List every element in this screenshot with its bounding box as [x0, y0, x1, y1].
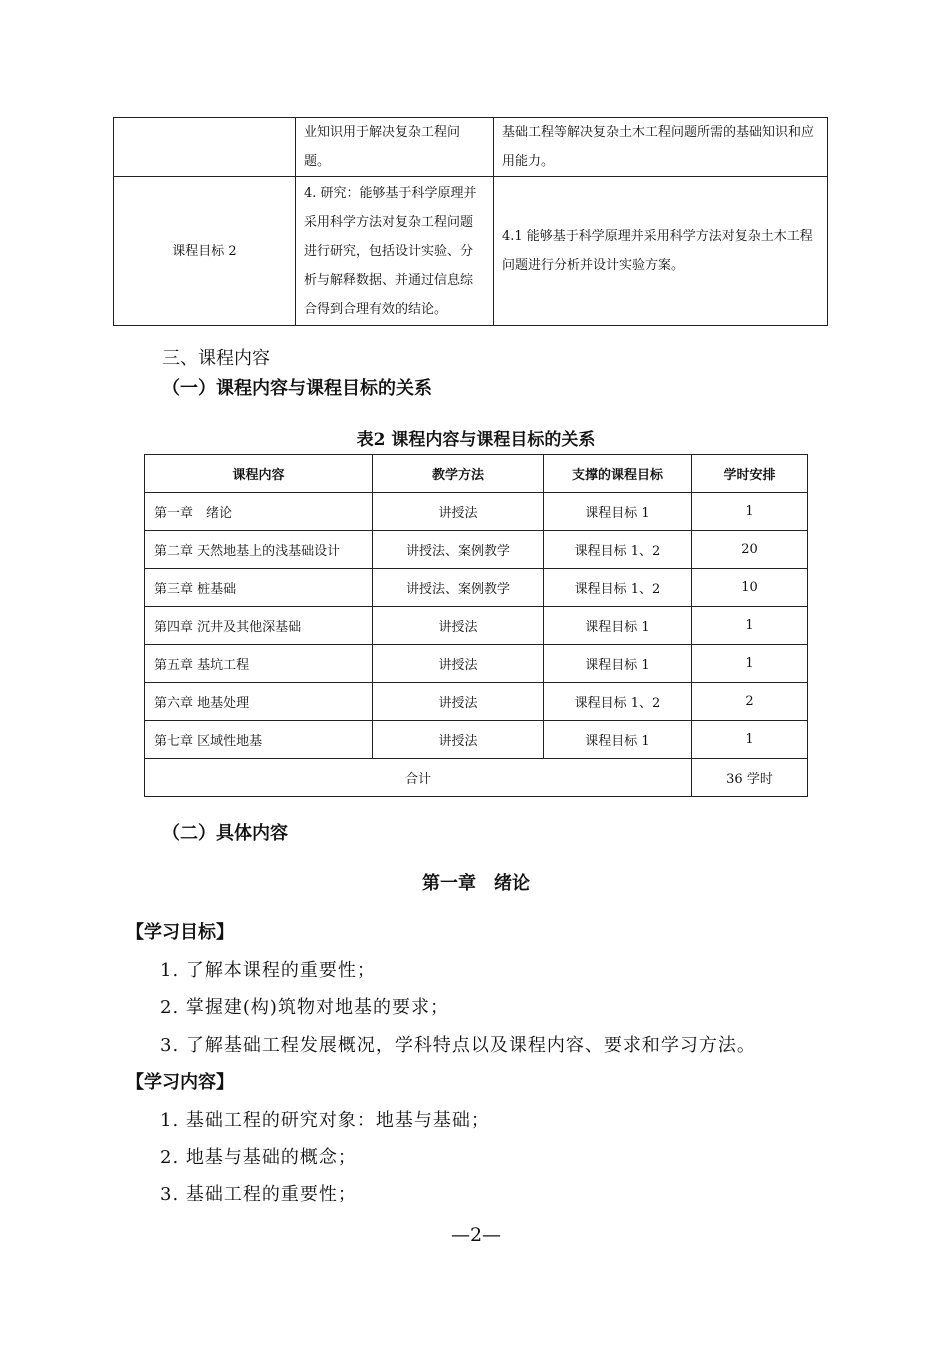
- table-cell: 课程目标 1、2: [544, 569, 692, 607]
- table-header-row: [145, 455, 808, 493]
- list-item: 1. 了解本课程的重要性；: [160, 960, 376, 981]
- table-row: [145, 607, 808, 645]
- table-row: [145, 531, 808, 569]
- table-cell: 业知识用于解决复杂工程问题。: [296, 118, 494, 177]
- table-cell: 讲授法: [373, 721, 544, 759]
- table-cell: 2: [692, 683, 808, 721]
- table-cell: 讲授法、案例教学: [373, 569, 544, 607]
- list-item: 2. 掌握建(构)筑物对地基的要求；: [160, 997, 449, 1018]
- table-cell: 第三章 桩基础: [145, 569, 373, 607]
- table-cell: 课程目标 1: [544, 607, 692, 645]
- objectives-mapping-table: [113, 117, 828, 326]
- table-cell: 课程目标 2: [114, 177, 296, 326]
- table-cell: 课程目标 1、2: [544, 531, 692, 569]
- total-label: 合计: [145, 759, 692, 797]
- total-value: 36 学时: [692, 759, 808, 797]
- table-total-row: [145, 759, 808, 797]
- table-cell: 课程目标 1、2: [544, 683, 692, 721]
- column-header: 学时安排: [692, 455, 808, 493]
- page-number: —2—: [450, 1224, 502, 1246]
- column-header: 教学方法: [373, 455, 544, 493]
- list-item: 1. 基础工程的研究对象：地基与基础；: [160, 1110, 490, 1131]
- table-caption: 表2 课程内容与课程目标的关系: [356, 430, 596, 450]
- list-item: 3. 基础工程的重要性；: [160, 1184, 357, 1205]
- table-row: [114, 177, 828, 326]
- subsection-heading: （二）具体内容: [162, 823, 288, 844]
- table-cell: 第一章 绪论: [145, 493, 373, 531]
- table-cell: 4. 研究：能够基于科学原理并采用科学方法对复杂工程问题进行研究，包括设计实验、分析与解释数据、并通过信息综合得到合理有效的结论。: [296, 177, 494, 326]
- column-header: 课程内容: [145, 455, 373, 493]
- section-heading: 三、课程内容: [162, 348, 270, 369]
- table-cell: 课程目标 1: [544, 721, 692, 759]
- table-row: [145, 645, 808, 683]
- objectives-label: 【学习目标】: [126, 922, 234, 943]
- table-cell: 4.1 能够基于科学原理并采用科学方法对复杂土木工程问题进行分析并设计实验方案。: [494, 177, 828, 326]
- table-row: [145, 721, 808, 759]
- table-cell: 1: [692, 645, 808, 683]
- table-cell: 第五章 基坑工程: [145, 645, 373, 683]
- table-row: [145, 493, 808, 531]
- table-cell: 10: [692, 569, 808, 607]
- table-cell: 1: [692, 607, 808, 645]
- table-cell: 第四章 沉井及其他深基础: [145, 607, 373, 645]
- chapter-title: 第一章 绪论: [422, 873, 530, 894]
- table-cell: 讲授法、案例教学: [373, 531, 544, 569]
- content-label: 【学习内容】: [126, 1072, 234, 1093]
- table-cell: 讲授法: [373, 645, 544, 683]
- table-cell: 讲授法: [373, 607, 544, 645]
- table-cell: 1: [692, 721, 808, 759]
- table-cell: 20: [692, 531, 808, 569]
- table-cell: 讲授法: [373, 493, 544, 531]
- table-row: [145, 569, 808, 607]
- table-cell: 第六章 地基处理: [145, 683, 373, 721]
- list-item: 2. 地基与基础的概念；: [160, 1147, 357, 1168]
- table-cell: 课程目标 1: [544, 645, 692, 683]
- table-cell: 第七章 区域性地基: [145, 721, 373, 759]
- table-cell: 1: [692, 493, 808, 531]
- table-cell: 讲授法: [373, 683, 544, 721]
- course-content-table: [144, 454, 808, 797]
- column-header: 支撑的课程目标: [544, 455, 692, 493]
- table-cell: [114, 118, 296, 177]
- list-item: 3. 了解基础工程发展概况，学科特点以及课程内容、要求和学习方法。: [160, 1035, 756, 1056]
- table-cell: 基础工程等解决复杂土木工程问题所需的基础知识和应用能力。: [494, 118, 828, 177]
- table-row: [145, 683, 808, 721]
- table-row: [114, 118, 828, 177]
- table-cell: 课程目标 1: [544, 493, 692, 531]
- table-cell: 第二章 天然地基上的浅基础设计: [145, 531, 373, 569]
- subsection-heading: （一）课程内容与课程目标的关系: [162, 378, 432, 399]
